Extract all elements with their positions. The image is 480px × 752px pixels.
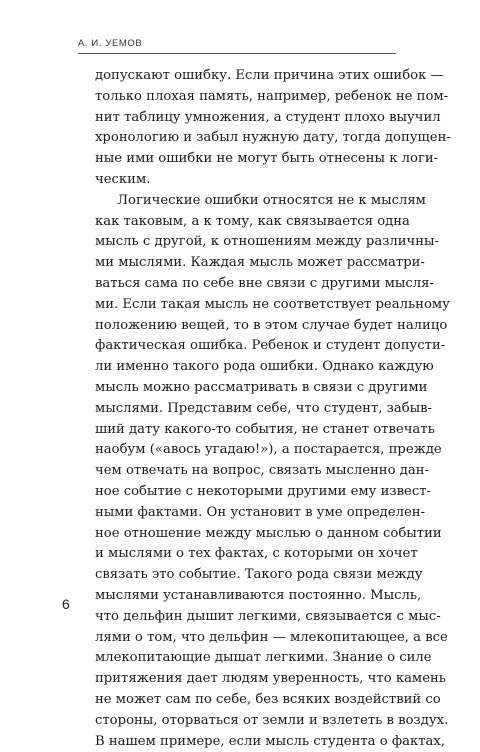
text-line: чем отвечать на вопрос, связать мысленно дан-	[95, 461, 397, 482]
text-line: ми мыслями. Каждая мысль может рассматри-	[95, 253, 397, 274]
text-line: что дельфин дышит легкими, связывается с мыс-	[95, 607, 397, 628]
text-line: допускают ошибку. Если причина этих ошибок —	[95, 66, 397, 87]
text-line: ное отношение между мыслью о данном событии	[95, 524, 397, 545]
text-line: ваться сама по себе вне связи с другими мысля-	[95, 274, 397, 295]
text-line: ми. Если такая мысль не соответствует реальному	[95, 295, 397, 316]
text-line: млекопитающие дышат легкими. Знание о силе	[95, 648, 397, 669]
text-line: ший дату какого-то события, не станет отвечать	[95, 420, 397, 441]
text-line: В нашем примере, если мысль студента о фактах,	[95, 732, 397, 752]
text-line: хронологию и забыл нужную дату, тогда допущен-	[95, 128, 397, 149]
text-line: притяжения дает людям уверенность, что камень	[95, 669, 397, 690]
text-line: наобум («авось угадаю!»), а постарается, прежде	[95, 440, 397, 461]
text-line: стороны, оторваться от земли и взлететь в воздух.	[95, 711, 397, 732]
text-line: не может сам по себе, без всяких воздействий со	[95, 690, 397, 711]
text-line: фактическая ошибка. Ребенок и студент допусти-	[95, 336, 397, 357]
text-line: мысль с другой, к отношениям между различны-	[95, 232, 397, 253]
text-line: мыслями. Представим себе, что студент, забыв-	[95, 399, 397, 420]
text-line: и мыслями о тех фактах, с которыми он хочет	[95, 544, 397, 565]
text-line: только плохая память, например, ребенок не пом-	[95, 87, 397, 108]
text-line: ными фактами. Он установит в уме определен-	[95, 503, 397, 524]
text-line: ли именно такого рода ошибки. Однако каждую	[95, 357, 397, 378]
text-line: как таковым, а к тому, как связывается одна	[95, 212, 397, 233]
text-line: ные ими ошибки не могут быть отнесены к логи-	[95, 149, 397, 170]
text-line: ное событие с некоторыми другими ему извест-	[95, 482, 397, 503]
body-text	[95, 66, 397, 752]
text-line: Логические ошибки относятся не к мыслям	[95, 191, 397, 212]
text-line: нит таблицу умножения, а студент плохо выучил	[95, 108, 397, 129]
text-line: положению вещей, то в этом случае будет налицо	[95, 316, 397, 337]
text-line: мысль можно рассматривать в связи с другими	[95, 378, 397, 399]
page-number: 6	[62, 596, 70, 612]
header-rule	[78, 53, 396, 54]
text-line: ческим.	[95, 170, 397, 191]
text-line: мыслями устанавливаются постоянно. Мысль,	[95, 586, 397, 607]
running-head: А. И. УЕМОВ	[78, 38, 142, 49]
text-line: связать это событие. Такого рода связи между	[95, 565, 397, 586]
text-line: лями о том, что дельфин — млекопитающее, а все	[95, 628, 397, 649]
